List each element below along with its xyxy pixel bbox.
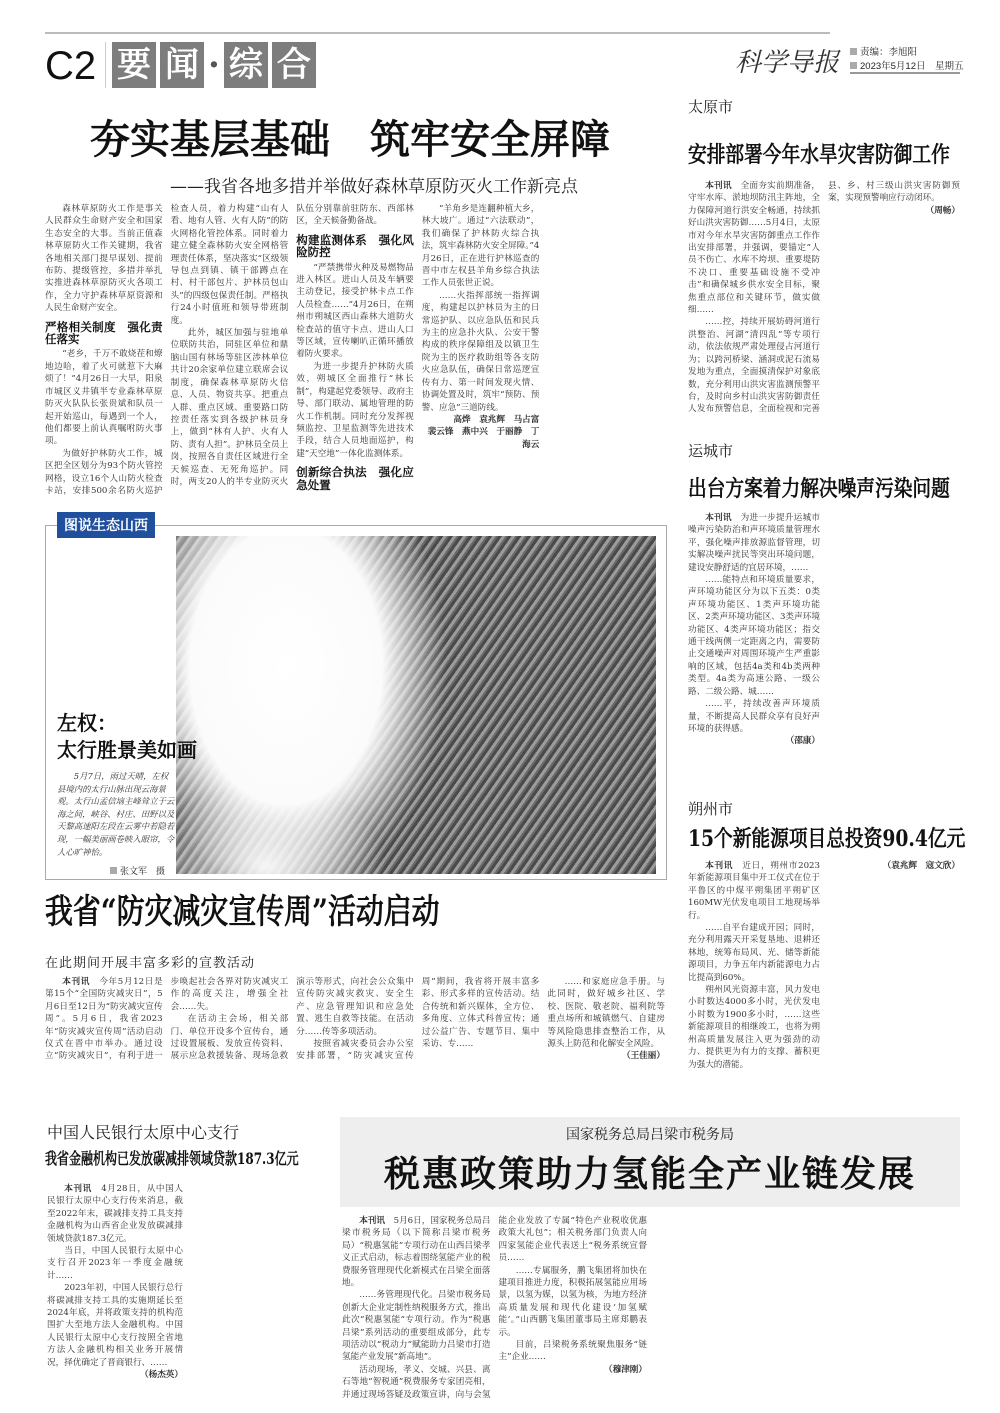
article-body [688,860,960,1080]
page-number: C2 [45,44,97,88]
paragraph-text: 4月28日，从中国人民银行太原中心支行传来消息，截至2022年末，碳减排支持工具支持金融机构为山西省企业发放碳减排领域贷款187.3亿元。 [47,1184,183,1244]
paragraph: 为做好护林防火工作，城区把全区划分为93个防火管控网格，设立16个人山防火检查卡站，安排500余名防火巡护检查人员，着力构建“山有人看、地有人管、火有人防”的防火网格化管控体系。同时着力建立健全森林防火安全网格管理责任体系，坚决落实“区级领导包点到镇、镇干部蹲点在村、村干部包片、护林员包山头”的四级包保责任制。严格执行24小时值班和领导带班制度。 [45,204,289,496]
paragraph: 在活动主会场，相关部门、单位开设多个宣传台，通过设置展板、发放宣传资料、展示应急救援装备、现场急救演示等形式，向社会公众集中宣传防灾减灾救灾、安全生产、应急管理知识和应急处置、逃生自救等技能。在活动分……传等多项活动。 [170,977,414,1062]
top-rule [45,32,830,34]
photo-title-line: 左权： [57,711,117,735]
lead-tag: 本刊讯 [705,861,734,871]
photo-credit: 张文军 摄 [110,864,165,877]
article-body [342,1215,960,1405]
lead-tag: 本刊讯 [705,181,732,191]
paragraph: ……专属服务，鹏飞集团将加快在建项目推进力度，积极拓展氢能应用场景，以氢为媒，以氢为核，为地方经济高质量发展和现代化建设‘加氢赋能’。”山西鹏飞集团董事局主席郑鹏表示。 [498,1265,647,1338]
section-title [112,42,316,88]
photo-title [57,710,197,764]
paragraph-text: 全面夯实前期准备，守牢水库、淤地坝防汛主阵地，全力保障河道行洪安全畅通，持续抓好山洪灾害防御……5月4日，太原市对今年水旱灾害防御重点工作作出安排部署，并强调，要锚定“人员不伤亡、水库不垮坝、重要堤防不决口、重要基础设施不受冲击”和确保城乡供水安全目标，聚焦重点部位和关键环节，做实做细…… [688,181,820,316]
article-headline: 15个新能源项目总投资90.4亿元 [688,826,966,852]
paragraph: ……能特点和环境质量要求，声环境功能区分为以下五类：0类声环境功能区、1类声环境功能区、2类声环境功能区、3类声环境功能区、4类声环境功能区；指交通干线两侧一定距离之内，需要防止交通噪声对周围环境产生严重影响的区域，包括4a类和4b类两种类型。4a类为高速公路、一级公路、二级公路、城…… [688,575,820,697]
paragraph-text: 今年5月12日是第15个“全国防灾减灾日”，5月6日至12日为“防灾减灾宣传周”。5月6日，我省2023年“防灾减灾宣传周”活动启动仪式在晋中市举办。通过设立“防灾减灾日”，有利于进一步唤起社会各界对防灾减灾工作的高度关注，增强全社会……失。 [45,977,289,1062]
article-body [45,976,665,1063]
paragraph: ……平，持续改善声环境质量，不断提高人民群众享有良好声环境的获得感。 [688,699,820,734]
article-body [688,512,960,782]
paragraph: “羊角乡是连翻种植大乡，林大坡广。通过“六法联动”，我们确保了护林防火综合执法，筑牢森林防火安全屏障。”4月26日，正在进行护林巡查的晋中市左权县羊角乡综合执法工作人员张世正说。 [421,204,540,289]
photo-caption [57,770,175,858]
byline: （邵康） [785,736,820,747]
article-kicker: 运城市 [688,442,734,460]
photo-feature-label: 图说生态山西 [57,512,155,538]
paragraph: “严禁携带火种及易燃物品进入林区。进山人员及车辆要主动登记，接受护林卡点工作人员检查……”4月26日，在朔州市朔城区西山森林大道防火检查站的值守卡点、进山人口等区域，宣传喇叭正循环播放着防火要求。 [296,262,414,360]
article-kicker: 国家税务总局吕梁市税务局 [566,1127,734,1143]
article-body [47,1183,327,1403]
article-kicker: 朔州市 [688,800,734,818]
article-headline: 我省金融机构已发放碳减排领域贷款187.3亿元 [45,1149,299,1168]
paragraph: 朔州风光资源丰富，风力发电小时数达4000多小时，光伏发电小时数为1900多小时，……这些新能源项目的相继竣工，也将为朔州高质量发展注入更为强劲的动力、提供更为有力的支撑、蓄积更为强大的潜能。 [688,985,820,1070]
paragraph: 当日，中国人民银行太原中心支行召开2023年一季度金融统计…… [47,1246,183,1281]
caption-text: 5月7日，雨过天晴，左权县境内的太行山脉出现云海景观。太行山孟信垴主峰耸立于云海之间，峡谷、村庄、田野以及天黎高速阳左段在云雾中若隐若现，一幅美丽画卷映入眼帘，令人心旷神怡。 [57,771,175,857]
editor: 责编：李旭阳 [850,44,917,58]
paragraph [688,512,820,574]
lead-article-body [45,203,665,498]
article-body [688,180,960,430]
masthead-logo: 科学导报 [735,48,840,78]
paragraph: ……和家庭应急手册。与此同时，做好城乡社区、学校、医院、敬老院、福利院等重点场所和城镇燃气、自建房等风险隐患排查整治工作，从源头上防范和化解安全风险。 [547,977,665,1050]
byline: （杨杰英） [140,1370,183,1381]
section-dot: · [208,45,220,85]
paragraph [342,1215,491,1289]
section-char: 闻 [160,42,204,88]
paragraph [688,180,820,316]
divider [105,42,106,88]
section-heading: 构建监测体系 强化风险防控 [296,232,414,260]
article-headline: 安排部署今年水旱灾害防御工作 [688,142,950,168]
paragraph: 按照省减灾委员会办公室安排部署，“防灾减灾宣传周”期间，我省将开展丰富多彩、形式多样的宣传活动。结合传统和新兴媒体，全方位、多角度、立体式科普宣传；通过公益广告、专题节目、集中采访、专…… [296,977,540,1062]
lead-tag: 本刊讯 [359,1216,385,1226]
byline: 高烨 袁兆辉 马占富 裴云锋 燕中兴 于丽静 丁海云 [427,414,548,450]
section-char: 合 [272,42,316,88]
article-kicker: 中国人民银行太原中心支行 [47,1123,240,1142]
lead-subtitle: ——我省各地多措并举做好森林草原防灭火工作新亮点 [170,177,578,197]
paragraph-text: 近日，朔州市2023年新能源项目集中开工仪式在位于平鲁区的中煤平朔集团平朔矿区160MW光伏发电项目工地现场举行。 [688,861,820,921]
article-kicker: 太原市 [688,98,734,116]
article-subtitle: 在此期间开展丰富多彩的宣教活动 [45,956,256,971]
paragraph: 2023年初，中国人民银行总行将碳减排支持工具的实施期延长至2024年底，并将政策支持的机构范围扩大至地方法人金融机构。中国人民银行太原中心支行按照全省地方法人金融机构相关业务开展情况，择优确定了晋商银行、…… [47,1283,183,1368]
article-headline: 税惠政策助力氢能全产业链发展 [383,1154,916,1195]
paragraph [47,1183,183,1245]
paragraph: 森林草原防火工作是事关人民群众生命财产安全和国家生态安全的大事。当前正值森林草原防火工作关键期，我省各地相关部门提早谋划、提前布防、提级管控，多措并举扎实推进森林草原防灭火各项工作，全力守护森林草原资源和人民生命财产安全。 [45,204,163,314]
photo-title-line: 太行胜景美如画 [57,738,197,762]
section-heading: 创新综合执法 强化应急处置 [296,465,414,492]
byline: （穆津刚） [604,1364,647,1375]
paragraph: 目前，吕梁税务系统聚焦服务“链主”企业…… [498,1340,647,1363]
byline: （王佳丽） [621,1051,665,1062]
paragraph-text: 为进一步提升运城市噪声污染防治和声环境质量管理水平，强化噪声排放源监督管理，切实解决噪声扰民等突出环境问题，建设安静舒适的宜居环境，…… [688,513,820,573]
lead-tag: 本刊讯 [705,513,732,523]
lead-tag: 本刊讯 [64,1184,92,1194]
byline: （周畅） [925,205,960,216]
paragraph: ……控，持续开展妨碍河道行洪整治、河湖“清四乱”等专项行动，依法依规严肃处理侵占河道行为；以跨河桥梁、涵洞或泥石流易发地为重点，全面摸清保护对象底数，充分利用山洪灾害监测预警平台，及时向乡村山洪灾害防御责任人发布预警信息，全面检视和完善县、乡、村三级山洪灾害防御预案，实现预警响应行动闭环。 [688,181,960,415]
paragraph: ……自平台建成开园；同时，充分利用露天开采复垦地、退耕还林地，统筹布局风、光、储等新能源项目，力争五年内新能源电力占比提高到60%。 [688,923,820,983]
byline: （袁兆辉 寇文欣） [882,861,960,871]
section-heading: 严格相关制度 强化责任落实 [45,319,163,347]
paragraph: 为进一步提升护林防火质效，朔城区全面推行“林长制”，构建起党委领导、政府主导、部门联动、属地管理的防火工作机制。同时充分发挥视频监控、卫星监测等先进技术手段，结合人员地面巡护，构建“天空地”一体化监测体系。 [296,361,414,459]
section-char: 综 [224,42,268,88]
paragraph: “老乡，千万不敢烧茬和燎地边哈，着了火可就惹下大麻烦了！”4月26日一大早，阳泉市城区义井镇半专业森林草原防灭火队队长张贵斌和队员一起开始巡山，每遇到一个人，他们都要上前认真嘱咐防火事项。 [45,349,163,447]
paragraph: ……务管理现代化。吕梁市税务局创新大企业定制性纳税服务方式，推出此次“税惠氢能”专项行动。作为“税惠吕梁”系列活动的重要组成部分，此专项活动以“税动力”赋能助力吕梁市打造氢能产业发展“新高地”。 [342,1290,491,1363]
paragraph [688,860,820,922]
paragraph: 活动现场，孝义、交城、兴县、离石等地“智税通”税费服务专家团亮相，并通过现场答疑及政策宣讲，向与会氢能企业发放了专属“特色产业税收优惠政策大礼包”；相关税务部门负责人向四家氢能企业代表送上“税务系统宣督员…… [342,1216,647,1400]
paragraph: ……火指挥部统一指挥调度，构建起以护林员为主的日常巡护队、以应急队伍和民兵为主的应急扑火队、公安干警构成的秩序保障组及以镇卫生院为主的医疗救助组等各支防火应急队伍，确保日常巡逻宣传有力、第一时间发现火情、协调处置及时，筑牢“预防、预警、应急”三道防线。 [421,290,540,413]
lead-headline: 夯实基层基础 筑牢安全屏障 [90,117,610,163]
paragraph: 此外，城区加强与驻地单位联防共治，同驻区单位和鼎脑山国有林场等驻区涉林单位共计20余家单位建立联席会议制度，确保森林草原防火信息、人员、物资共享。把重点人群、重点区域、重要路口防控责任落实到各级护林员身上，做到“林有人护、火有人防、责有人担”。护林员全员上岗，按照各自责任区域进行全天候巡查、无死角巡护。同时，两支20人的半专业防灭火队伍分别靠前驻防东、西部林区，全天候备勤备战。 [170,204,414,487]
article-headline: 出台方案着力解决噪声污染问题 [688,476,950,502]
article-headline: 我省“防灾减灾宣传周”活动启动 [45,892,440,932]
section-char: 要 [112,42,156,88]
lead-tag: 本刊讯 [62,977,90,987]
landscape-photo [176,536,656,874]
paragraph-text: 5月6日，国家税务总局吕梁市税务局（以下简称吕梁市税务局）“税惠氢能”专项行动在山西吕梁孝义正式启动，标志着围绕氢能产业的税费服务管理现代化新模式在吕梁全面落地。 [342,1216,491,1289]
issue-date: 2023年5月12日 星期五 [850,58,963,72]
divider [850,72,960,74]
